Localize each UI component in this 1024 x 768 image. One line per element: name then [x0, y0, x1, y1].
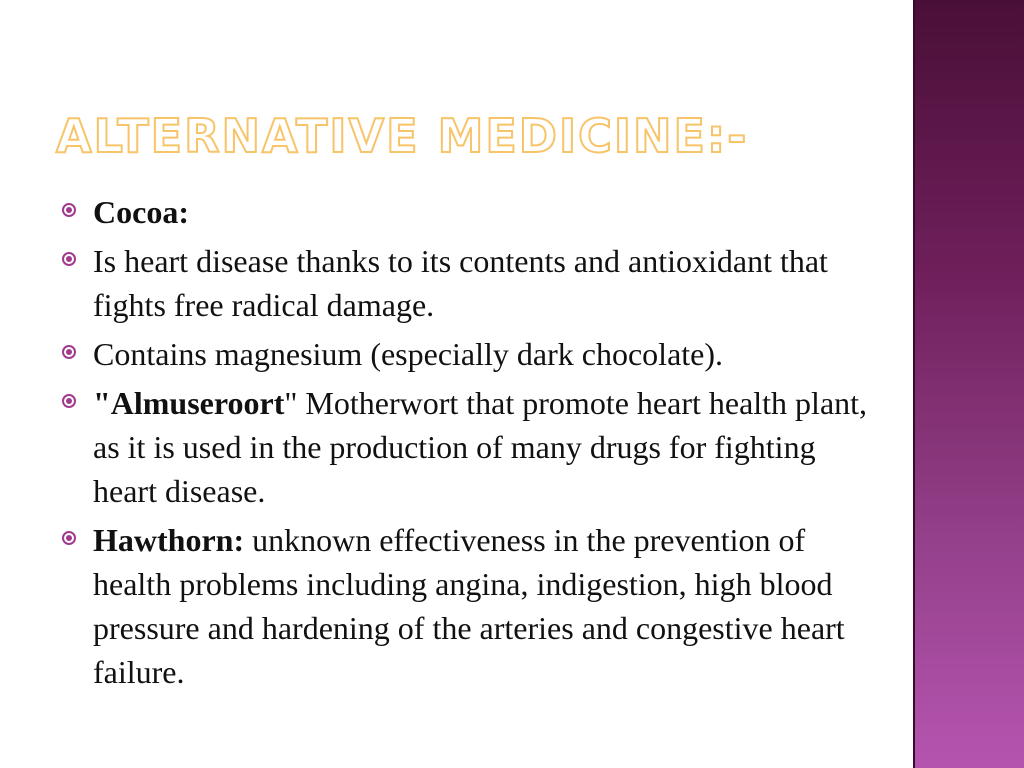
decorative-side-band: [913, 0, 1024, 768]
bullet-marker-icon: [62, 252, 76, 266]
bullet-bold-text: Hawthorn:: [93, 522, 245, 558]
bullet-item-magnesium: [60, 332, 880, 376]
bullet-marker-icon: [62, 394, 76, 408]
bullet-item-hawthorn: [60, 518, 880, 694]
bullet-text: unknown effectiveness in the prevention of health problems including angina, indigestion, high blood pressure and hardening of the arteries and congestive heart failure.: [93, 522, 845, 690]
bullet-bold-text: "Almuseroort: [93, 385, 285, 421]
bullet-text: Contains magnesium (especially dark chocolate).: [93, 336, 724, 372]
bullet-marker-icon: [62, 531, 76, 545]
bullet-marker-icon: [62, 203, 76, 217]
bullet-bold-text: Cocoa:: [93, 194, 189, 230]
slide-title: ALTERNATIVE MEDICINE:-: [56, 109, 749, 163]
bullet-text: Is heart disease thanks to its contents and antioxidant that fights free radical damage.: [93, 243, 828, 323]
bullet-item-cocoa: [60, 190, 880, 234]
bullet-item-heart-disease: [60, 239, 880, 327]
bullet-marker-icon: [62, 345, 76, 359]
bullet-item-motherwort: [60, 381, 880, 513]
bullet-text: " Motherwort that promote heart health plant, as it is used in the production of many drugs for fighting heart disease.: [93, 385, 868, 509]
bullet-list: [60, 190, 880, 699]
